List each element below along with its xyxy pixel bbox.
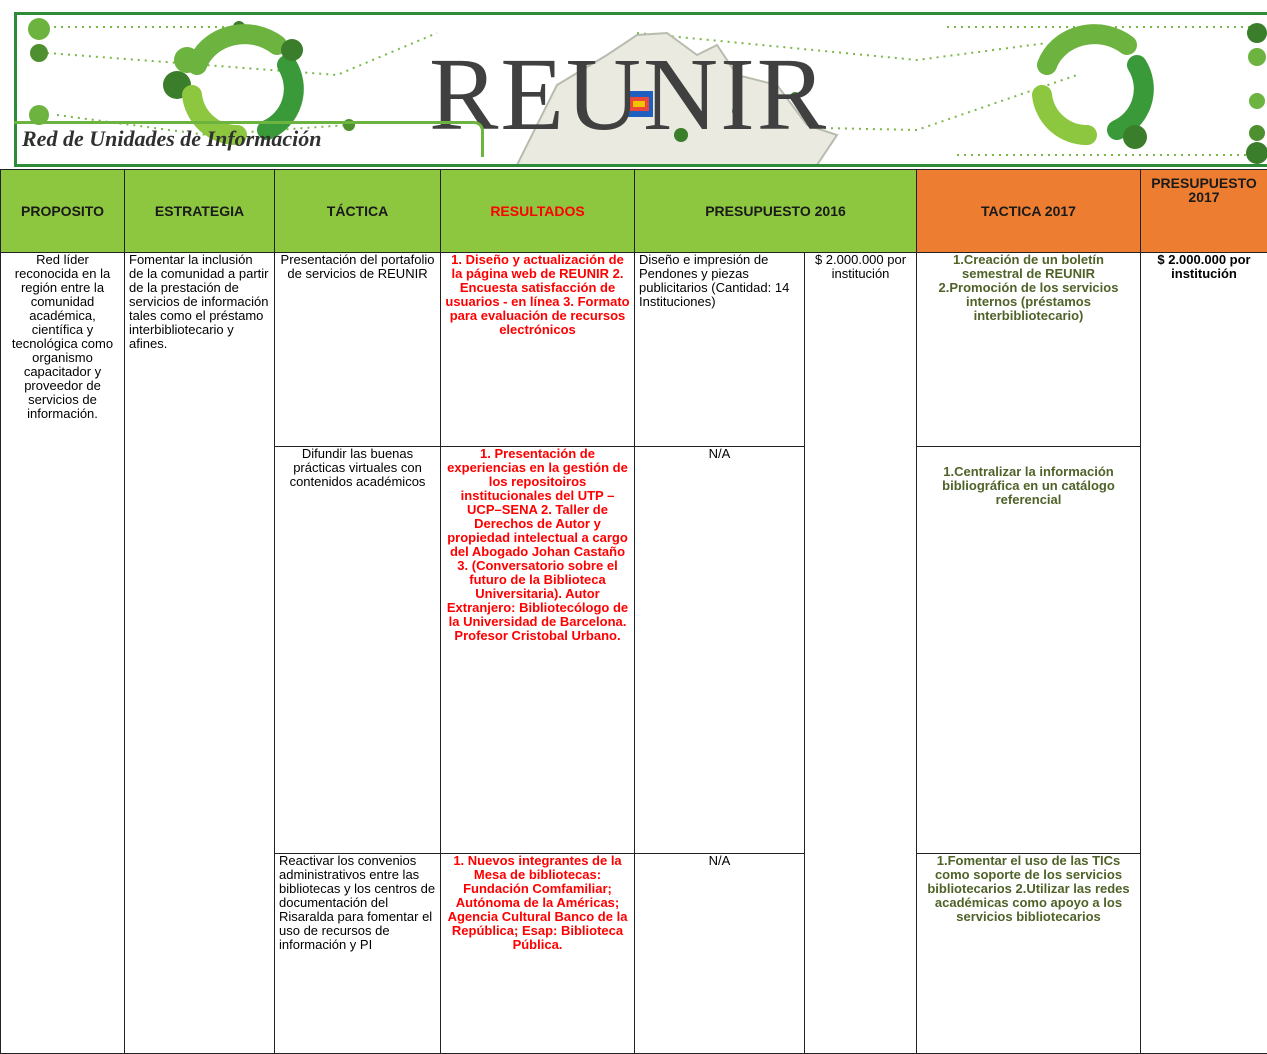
tactica-2017-cell: 1.Creación de un boletín semestral de REUNIR 2.Promoción de los servicios internos (préstamos interbibliotecario) — [917, 253, 1141, 447]
header-row — [1, 170, 1267, 253]
brand-tagline: Red de Unidades de Información — [22, 126, 321, 152]
header-tactica: TÁCTICA — [275, 170, 441, 253]
header-tactica-2017: TACTICA 2017 — [917, 170, 1141, 253]
tactica-cell: Presentación del portafolio de servicios de REUNIR — [275, 253, 441, 447]
header-presupuesto-2017: PRESUPUESTO 2017 — [1141, 170, 1267, 253]
header-resultados: RESULTADOS — [441, 170, 635, 253]
right-swirl-logo — [1042, 34, 1147, 149]
presupuesto-detalle-cell: Diseño e impresión de Pendones y piezas publicitarios (Cantidad: 14 Instituciones) — [635, 253, 805, 447]
header-proposito: PROPOSITO — [1, 170, 125, 253]
table-row — [1, 253, 1267, 447]
header-presupuesto-2016: PRESUPUESTO 2016 — [635, 170, 917, 253]
header-estrategia: ESTRATEGIA — [125, 170, 275, 253]
tactica-2017-cell: 1.Centralizar la información bibliográfica en un catálogo referencial — [917, 447, 1141, 854]
presupuesto-2017-total: $ 2.000.000 por institución — [1141, 253, 1267, 1054]
presupuesto-2016-total: $ 2.000.000 por institución — [805, 253, 917, 1054]
proposito-cell: Red líder reconocida en la región entre la comunidad académica, científica y tecnológica como organismo capacitador y proveedor de servicios de información. — [1, 253, 125, 1054]
resultados-cell: 1. Nuevos integrantes de la Mesa de bibliotecas: Fundación Comfamiliar; Autónoma de la Américas; Agencia Cultural Banco de la República; Esap: Biblioteca Pública. — [441, 854, 635, 1054]
presupuesto-detalle-cell: N/A — [635, 447, 805, 854]
tactica-cell: Reactivar los convenios administrativos entre las bibliotecas y los centros de documentación del Risaralda para fomentar el uso de recursos de información y PI — [275, 854, 441, 1054]
estrategia-cell: Fomentar la inclusión de la comunidad a partir de la prestación de servicios de información tales como el préstamo interbibliotecario y afines. — [125, 253, 275, 1054]
resultados-cell: 1. Diseño y actualización de la página web de REUNIR 2. Encuesta satisfacción de usuarios - en línea 3. Formato para evaluación de recursos electrónicos — [441, 253, 635, 447]
brand-logo-title: REUNIR — [429, 43, 828, 147]
tactica-cell: Difundir las buenas prácticas virtuales con contenidos académicos — [275, 447, 441, 854]
resultados-cell: 1. Presentación de experiencias en la gestión de los repositoiros institucionales del UTP – UCP–SENA 2. Taller de Derechos de Autor y propiedad intelectual a cargo del Abogado Johan Castaño 3. (Conversatorio sobre el futuro de la Biblioteca Universitaria). Autor Extranjero: Bibliotecólogo de la Universidad de Barcelona. Profesor Cristobal Urbano. — [441, 447, 635, 854]
strategic-plan-table — [0, 169, 1267, 1054]
left-swirl-logo — [174, 34, 303, 135]
tactica-2017-cell: 1.Fomentar el uso de las TICs como soporte de los servicios bibliotecarios 2.Utilizar las redes académicas como apoyo a los servicios bibliotecarios — [917, 854, 1141, 1054]
presupuesto-detalle-cell: N/A — [635, 854, 805, 1054]
